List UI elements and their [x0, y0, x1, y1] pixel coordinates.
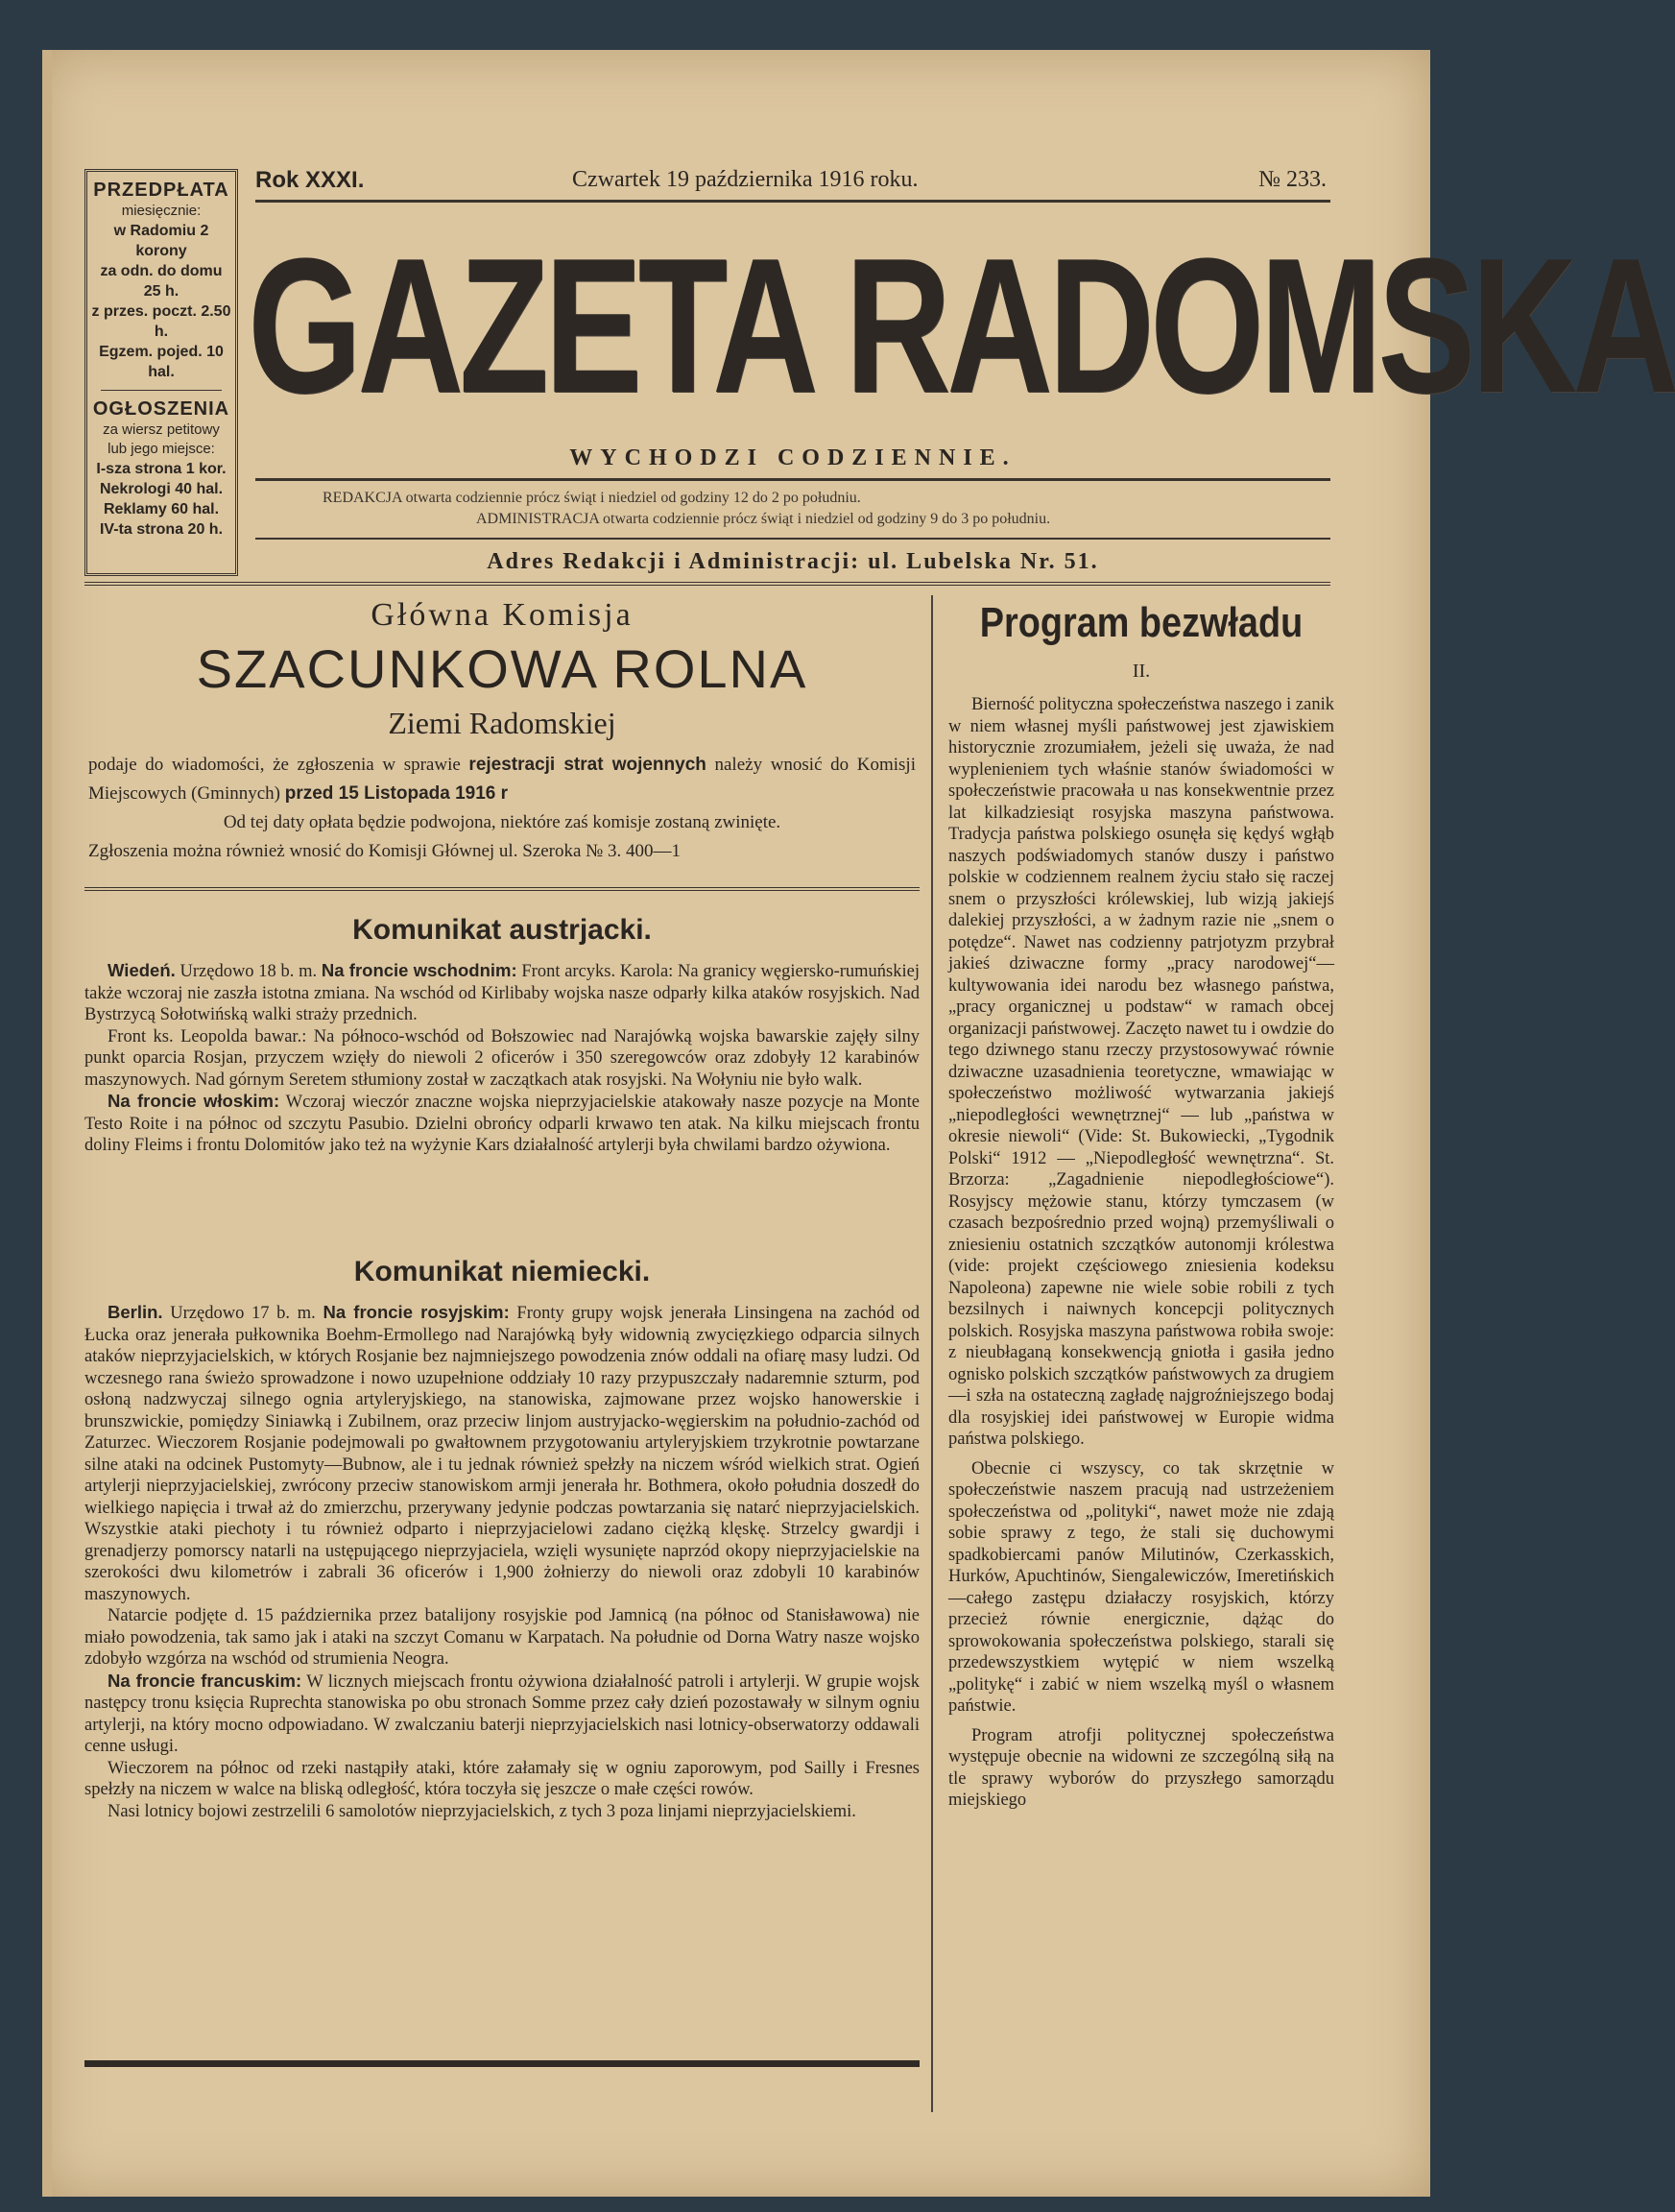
price-line: Egzem. pojed. 10 hal.	[99, 344, 224, 380]
newspaper-title: GAZETA RADOMSKA	[248, 219, 1675, 433]
divider	[255, 538, 1330, 540]
german-communique	[84, 1256, 920, 1822]
office-hours	[255, 488, 1330, 530]
editorial-hours: REDAKCJA otwarta codziennie prócz świąt i niedziel od godziny 12 do 2 po południu.	[323, 490, 861, 506]
front-label: Na froncie francuskim:	[108, 1670, 302, 1691]
ads-line: za wiersz petitowy	[103, 421, 220, 438]
administration-hours: ADMINISTRACJA otwarta codziennie prócz świąt i niedziel od godziny 9 do 3 po południu.	[476, 511, 1051, 527]
paragraph: Program atrofji politycznej społeczeństwa występuje obecnie na widowni ze szczególną siłą na tle sprawy wyborów do przyszłego samorządu miejskiego	[948, 1725, 1334, 1810]
ads-line: I-sza strona 1 kor.	[96, 461, 227, 477]
dateline: Berlin.	[108, 1302, 163, 1322]
issue-number: № 233.	[1258, 167, 1327, 192]
divider	[101, 390, 222, 391]
ads-line: Nekrologi 40 hal.	[99, 481, 224, 497]
page-edge	[42, 50, 52, 2197]
section-heading: Komunikat niemiecki.	[353, 1256, 651, 1287]
price-line: z przes. poczt. 2.50 h.	[91, 303, 231, 340]
divider	[84, 2060, 920, 2067]
announcement-line: Ziemi Radomskiej	[388, 706, 616, 740]
volume-year: Rok XXXI.	[255, 167, 365, 193]
paragraph	[84, 1091, 920, 1157]
issue-date: Czwartek 19 października 1916 roku.	[572, 167, 919, 192]
price-line: w Radomiu 2 korony	[113, 223, 209, 259]
announcement-text-part: podaje do wiadomości, że zgłoszenia w sprawie	[88, 755, 469, 775]
masthead-topline	[255, 167, 1330, 198]
divider	[255, 478, 1330, 481]
newspaper-subtitle: WYCHODZI CODZIENNIE.	[569, 445, 1017, 470]
announcement-line: Główna Komisja	[371, 597, 634, 633]
paragraph: Obecnie ci wszyscy, co tak skrzętnie w społeczeństwie naszem pracują nad ustrzeżeniem społeczeństwa od „polityki“, nawet może nie zdają sobie sprawy z tego, że stali się duchowymi spadkobiercami panów Milutinów, Czerkasskich, Hurków, Apuchtinów, Siengalewiczów, Imeretińskich —całego zastępu działaczy rosyjskich, którzy przecież równie energicznie, dążąc do sprowokowania społeczeństwa polskiego, starali się przedewszystkiem wytępić w niem wszelką „politykę“ i zabić w niem wszelką myśl o własnem państwie.	[948, 1458, 1334, 1716]
announcement-text	[84, 751, 920, 866]
announcement-title: SZACUNKOWA ROLNA	[196, 638, 808, 699]
text-part: W licznych miejscach frontu ożywiona działalność patroli i artylerji. W grupie wojsk następcy tronu księcia Ruprechta stanowiska po obu stronach Somme przez cały dzień pozostawały w silnym ogniu artylerji, na który mocno odpowiadano. W zwalczaniu baterji nieprzyjacielskich nasi lotnicy-obserwatorzy oddawali cenne usługi.	[84, 1671, 920, 1756]
subscription-monthly: miesięcznie:	[121, 203, 202, 219]
article-part: II.	[1132, 661, 1151, 682]
announcement-emphasis: rejestracji strat wojennych	[468, 755, 706, 775]
text-part: Front arcyks. Karola: Na granicy węgiersko-rumuńskiej także wczoraj nie zaszła istotna zmiana. Na wschód od Kirlibaby wojska nasze odparły kilka ataków rosyjskich. Nad Bystrzycą Sołotwińską walki straży przednich.	[84, 962, 920, 1024]
paragraph	[84, 1671, 920, 1758]
section-heading: Komunikat austrjacki.	[352, 914, 652, 946]
paragraph	[84, 1302, 920, 1605]
article-body	[84, 1302, 920, 1822]
paragraph: Wieczorem na północ od rzeki nastąpiły ataki, które załamały się w ogniu zaporowym, pod Sailly i Fresnes spełzły na niczem w walce na bliską odległość, która toczyła się jeszcze o małe części rowów.	[84, 1758, 920, 1799]
paragraph: Nasi lotnicy bojowi zestrzelili 6 samolotów nieprzyjacielskich, z tych 3 poza linjami nieprzyjacielskiemi.	[108, 1801, 856, 1821]
article-body	[84, 960, 920, 1157]
front-label: Na froncie rosyjskim:	[323, 1302, 510, 1322]
announcement-text-part: należy wnosić do Komisji Miejscowych (Gminnych)	[88, 755, 916, 804]
ads-heading: OGŁOSZENIA	[92, 398, 230, 420]
text-part: Urzędowo 18 b. m.	[175, 962, 322, 981]
front-label: Na froncie wschodnim:	[321, 960, 517, 980]
subscription-box	[84, 169, 238, 576]
announcement-paragraph: Od tej daty opłata będzie podwojona, niektóre zaś komisje zostaną zwinięte.	[223, 812, 781, 832]
austrian-communique	[84, 914, 920, 1157]
paragraph: Natarcie podjęte d. 15 października przez batalijony rosyjskie pod Jamnicą (na północ od Stanisławowa) nie miało powodzenia, tak samo jak i ataki na szczyt Comanu w Karpatach. Na południe od Dorna Watry nasze wojsko zdobyło wzgórza na wschód od strumienia Neogra.	[84, 1606, 920, 1669]
program-article	[948, 599, 1334, 1819]
paragraph: Front ks. Leopolda bawar.: Na północo-wschód od Bołszowiec nad Narajówką wojska bawarskie zajęły silny punkt oparcia Rosjan, przyczem wzięły do niewoli 2 oficerów i 350 szeregowców oraz zdobyły 12 karabinów maszynowych. Nad górnym Seretem stłumiony został w zaczątkach atak rosyjski. Na Wołyniu nie było walk.	[84, 1026, 920, 1090]
announcement-emphasis: przed 15 Listopada 1916 r	[284, 783, 509, 804]
text-part: Fronty grupy wojsk jenerała Linsingena na zachód od Łucka oraz jenerała pułkownika Boehm-Ermollego nad Narajówką były widownią zwycięzkiego odparcia silnych ataków nieprzyjacielskich, w których Rosjanie bez najmniejszego powodzenia znów oddali na ofiarę masy ludzi. Od wczesnego rana świeżo sprowadzone i nowo uzupełnione oddziały 10 razy przypuszczały nadaremnie szturm, pod osłoną nadzwyczaj silnego ognia artyleryjskiego, na stanowiska, zajmowane przez wojsko hanowerskie i brunszwickie, pomiędzy Siniawką i Zubilnem, oraz przeciw linjom austryjacko-węgierskim na południo-zachód od Zaturzec. Wieczorem Rosjanie podejmowali po gwałtownem przygotowaniu artyleryjskiem trzykrotnie powtarzane silne ataki na odcinek Pustomyty—Bubnow, ale i tu jednak również spełzły na niczem wśród wielkich strat. Ogień artylerji nieprzyjacielskiej, zwrócony przeciw stanowiskom armji jenerała hr. Bothmera, około południa doszedł do wielkiego napięcia i trwał aż do zmierzchu, przerywany jedynie podczas powtarzania się natarć nieprzyjacielskich. Wszystkie ataki piechoty i tu również odparto i nieprzyjacielowi zadano ciężką klęskę. Strzelcy gwardji i grenadjerzy pomorscy natarli na ustępującego nieprzyjaciela, wzięli wysunięte naprzód okopy nieprzyjacielskie na szerokości dwu kilometrów i zabrali 36 oficerów i 1,900 żołnierzy do niewoli oraz zdobyli 10 karabinów maszynowych.	[84, 1304, 920, 1604]
price-line: za odn. do domu 25 h.	[100, 263, 223, 300]
office-address: Adres Redakcji i Administracji: ul. Lubelska Nr. 51.	[487, 549, 1099, 574]
paragraph	[84, 960, 920, 1026]
divider	[84, 582, 1330, 586]
commission-announcement	[84, 597, 920, 866]
front-label: Na froncie włoskim:	[108, 1091, 280, 1111]
article-title: Program bezwładu	[979, 599, 1304, 646]
ads-line: Reklamy 60 hal.	[103, 501, 220, 517]
article-body	[948, 694, 1334, 1812]
paragraph: Bierność polityczna społeczeństwa naszego i zanik w niem własnej myśli państwowej jest zjawiskiem historycznie zrozumiałem, jeżeli się uważa, że nad wyplenieniem tych właśnie stanów świadomości w społeczeństwie pracowała u nas konsekwentnie przez lat kilkadziesiąt rosyjska maszyna państwowa. Tradycja państwa polskiego osunęła się kędyś wgłąb naszych podświadomych stanów duszy i państwo polskie w codziennem realnem życiu stało się raczej snem o przyszłości królewskiej, lub wizją jakiejś dalekiej przyszłości, a w żadnym razie nie „snem o potędze“. Nawet nas codzienny patrjotyzm przybrał jakieś dziwaczne formy „pracy narodowej“—kultywowania idei narodu bez własnego państwa, „pracy organicznej u podstaw“ w ramach obcej organizacji państwowej. Zaczęto nawet tu i owdzie do tego dziwnego stanu rzeczy przystosowywać równie dziwaczne uzasadnienia teoretyczne, wmawiając w społeczeństwo możliwość wytwarzania jakiejś „niepodległości wewnętrznej“ — lub „państwa w okresie niewoli“ (Vide: St. Bukowiecki, „Tygodnik Polski“ 1912 — „Niepodległość wewnętrzna“. St. Brzorza: „Zagadnienie niepodległościowe“). Rosyjscy mężowie stanu, którzy tymczasem (w czasach bezpośrednio przed wojną) przemyśliwali o zniesieniu ostatnich szczątków autonomji królestwa (vide: projekt częściowego zniesienia kodeksu Napoleona) zapewne nie wiele sobie robili z tych bezsilnych i naiwnych koncepcji politycznych polskich. Rosyjska maszyna państwowa robiła swoje: z nieubłaganą konsekwencją gniotła i gasiła jedno ognisko polskich szczątków państwowych za drugiem—i szła na ostateczną zagładę najgroźniejszego bodaj dla rosyjskiej idei państwowej w Europie widma państwa polskiego.	[948, 695, 1334, 1449]
subscription-heading: PRZEDPŁATA	[93, 180, 229, 201]
text-part: Wczoraj wieczór znaczne wojska nieprzyjacielskie atakowały nasze pozycje na Monte Testo Roite i na północ od szczytu Pasubio. Dzielni obrońcy odparli krwawo ten atak. Na kilku miejscach frontu doliny Fleims i frontu Dolomitów jako też na wyżynie Kars działalność artylerji była chwilami bardzo ożywiona.	[84, 1093, 920, 1155]
ads-line: lub jego miejsce:	[108, 441, 215, 457]
announcement-paragraph: Zgłoszenia można również wnosić do Komisji Głównej ul. Szeroka № 3. 400—1	[88, 841, 682, 861]
divider	[84, 887, 920, 891]
ads-line: IV-ta strona 20 h.	[99, 521, 224, 538]
text-part: Urzędowo 17 b. m.	[162, 1304, 323, 1323]
column-divider	[931, 595, 933, 2112]
newspaper-page	[42, 50, 1675, 2197]
divider	[255, 200, 1330, 203]
dateline: Wiedeń.	[108, 960, 176, 980]
